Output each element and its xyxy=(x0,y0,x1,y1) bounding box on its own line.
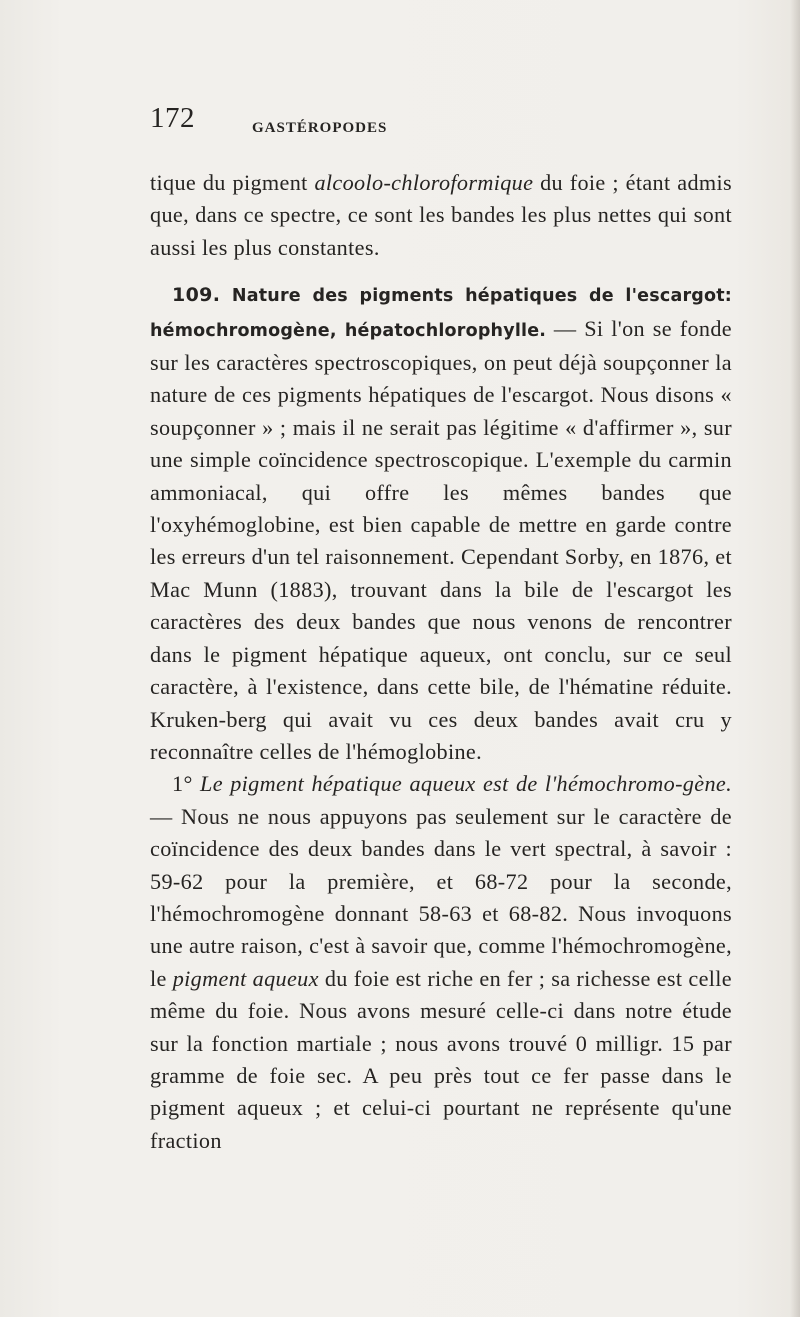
section-109 xyxy=(150,278,732,768)
subsection-title: Le pigment hépatique aqueux est de l'hémochromo-gène. xyxy=(192,771,732,797)
running-head: GASTÉROPODES xyxy=(252,120,388,136)
text-run: du foie ; étant admis que, dans ce spectre, ce sont les bandes les plus nettes qui sont aussi les plus constantes. xyxy=(150,170,732,260)
section-text: — Si l'on se fonde sur les caractères spectroscopiques, on peut déjà soupçonner la nature de ces pigments hépatiques de l'escargot. Nous disons « soupçonner » ; mais il ne serait pas légitime « d'affirmer », sur une simple coïncidence spectroscopique. L'exemple du carmin ammoniacal, qui offre les mêmes bandes que l'oxyhémoglobine, est bien capable de mettre en garde contre les erreurs d'un tel raisonnement. Cependant Sorby, en 1876, et Mac Munn (1883), trouvant dans la bile de l'escargot les caractères des deux bandes que nous venons de rencontrer dans le pigment hépatique aqueux, ont conclu, sur ce seul caractère, à l'existence, dans cette bile, de l'hématine réduite. Kruken-berg qui avait vu ces deux bandes avait cru y reconnaître celles de l'hémoglobine. xyxy=(150,315,732,764)
subsection-text: — Nous ne nous appuyons pas seulement sur le caractère de coïncidence des deux bandes dans le vert spectral, à savoir : 59-62 pour la première, et 68-72 pour la seconde, l'hémochromogène donnant 58-63 et 68-82. Nous invoquons une autre raison, c'est à savoir que, comme l'hémochromogène, le xyxy=(150,803,732,991)
subsection-text: du foie est riche en fer ; sa richesse est celle même du foie. Nous avons mesuré celle-ci dans notre étude sur la fonction martiale ; nous avons trouvé 0 milligr. 15 par gramme de foie sec. A peu près tout ce fer passe dans le pigment aqueux ; et celui-ci pourtant ne représente qu'une fraction xyxy=(150,965,733,1153)
text-run: tique du pigment xyxy=(150,170,315,195)
section-number: 109. xyxy=(172,284,221,307)
italic-term: alcoolo-chloroformique xyxy=(314,170,534,195)
paragraph-continuation xyxy=(150,167,732,264)
subsection-number: 1° xyxy=(172,771,193,797)
subsection-1 xyxy=(150,768,732,1157)
body-text xyxy=(150,167,732,1157)
page-edge-shadow xyxy=(790,0,800,1317)
page-number: 172 xyxy=(150,102,195,134)
italic-term: pigment aqueux xyxy=(172,965,319,991)
section-heading: Nature des pigments hépatiques de l'escargot: hémochromogène, hépatochlorophylle. xyxy=(150,286,732,341)
page-header xyxy=(150,102,790,142)
